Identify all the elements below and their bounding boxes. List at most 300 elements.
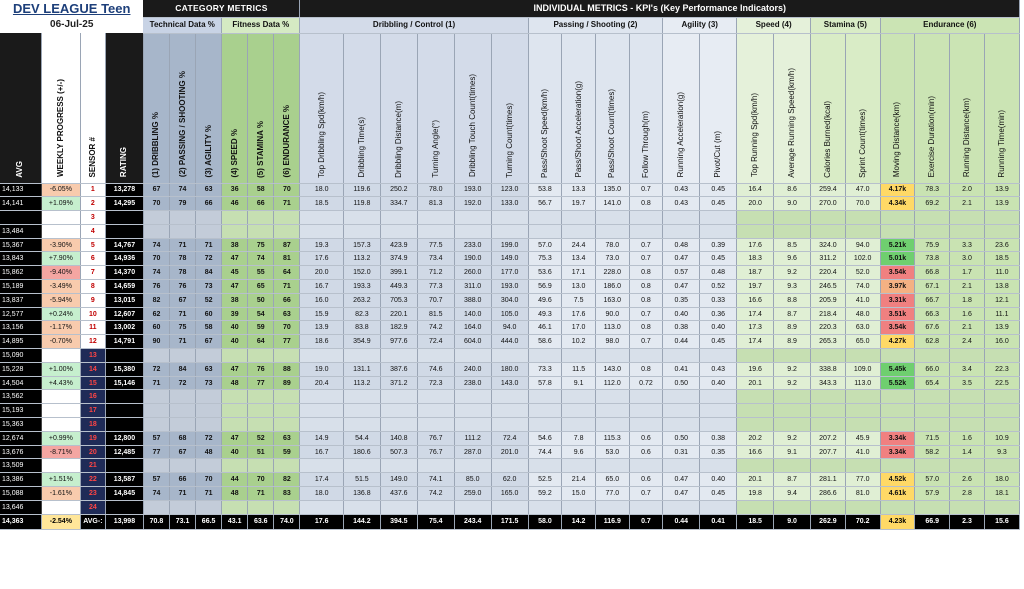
kpi-cell: 17.3 [737,321,774,335]
kpi-cell [880,211,915,225]
kpi-cell [528,404,562,418]
category-cell [196,404,222,418]
table-row [0,335,1020,349]
kpi-cell [811,404,846,418]
footer-weekly-progress: -2.54% [41,514,80,529]
kpi-cell: 75.9 [915,238,950,252]
kpi-cell [880,390,915,404]
kpi-cell: 9.2 [774,362,811,376]
category-cell: 84 [196,266,222,280]
table-row [0,183,1020,197]
kpi-cell: 0.48 [663,238,700,252]
kpi-cell: 69.2 [915,197,950,211]
kpi-cell: 0.45 [700,197,737,211]
kpi-cell [915,211,950,225]
kpi-cell [562,404,596,418]
table-row [0,252,1020,266]
category-cell [248,211,274,225]
category-cell: 71 [170,307,196,321]
kpi-cell: 65.0 [595,473,629,487]
kpi-cell: 15.9 [300,307,343,321]
kpi-cell: 3.0 [950,252,985,266]
category-cell: 47 [222,362,248,376]
kpi-cell: 52.0 [845,266,880,280]
footer-kpi-cell: 18.5 [737,514,774,529]
kpi-cell: 141.0 [595,197,629,211]
kpi-cell: 180.0 [491,362,528,376]
kpi-cell [737,418,774,432]
weekly-progress-cell [41,418,80,432]
footer-kpi-cell: 0.41 [700,514,737,529]
kpi-cell [663,349,700,363]
sensor-cell: 4 [80,224,105,238]
moving-distance-cell: 3.51k [880,307,915,321]
kpi-cell: 11.0 [984,266,1019,280]
category-cell: 77 [143,445,169,459]
kpi-cell: 9.1 [774,445,811,459]
kpi-cell [629,418,663,432]
category-cell: 68 [170,431,196,445]
weekly-progress-cell: +0.24% [41,307,80,321]
kpi-cell: 78.3 [915,183,950,197]
category-cell [196,459,222,473]
category-cell [274,459,300,473]
kpi-cell [811,349,846,363]
footer-kpi-cell: 262.9 [811,514,846,529]
kpi-cell: 70.7 [417,293,454,307]
avg-cell: 13,843 [0,252,41,266]
kpi-cell: 0.45 [700,252,737,266]
rating-cell: 12,607 [105,307,143,321]
kpi-cell: 51.5 [343,473,380,487]
category-cell [222,459,248,473]
kpi-cell [984,418,1019,432]
kpi-cell: 17.6 [300,252,343,266]
kpi-cell: 16.4 [737,183,774,197]
sensor-cell: 12 [80,335,105,349]
table-row [0,362,1020,376]
kpi-cell: 193.0 [491,280,528,294]
category-cell [222,349,248,363]
kpi-cell: 46.1 [528,321,562,335]
sensor-cell: 10 [80,307,105,321]
footer-kpi-cell: 70.2 [845,514,880,529]
rating-cell: 14,936 [105,252,143,266]
kpi-cell: 94.0 [491,321,528,335]
kpi-cell: 74.4 [528,445,562,459]
sensor-cell: 7 [80,266,105,280]
kpi-cell [380,390,417,404]
kpi-cell [915,349,950,363]
kpi-cell: 18.6 [300,335,343,349]
kpi-cell: 135.0 [595,183,629,197]
footer-kpi-cell: 116.9 [595,514,629,529]
kpi-cell: 281.1 [811,473,846,487]
kpi-cell: 240.0 [454,362,491,376]
kpi-cell: 0.40 [700,473,737,487]
weekly-progress-cell [41,211,80,225]
kpi-cell [845,211,880,225]
kpi-cell: 102.0 [845,252,880,266]
kpi-cell: 1.6 [950,431,985,445]
category-cell [196,500,222,514]
avg-cell: 15,862 [0,266,41,280]
kpi-cell: 56.7 [528,197,562,211]
kpi-cell: 207.7 [811,445,846,459]
col-header-kpi-20 [984,33,1019,183]
kpi-cell: 0.7 [629,183,663,197]
weekly-progress-cell: +4.43% [41,376,80,390]
category-cell: 67 [143,183,169,197]
kpi-cell: 8.6 [774,183,811,197]
kpi-cell: 41.0 [845,293,880,307]
category-cell [143,418,169,432]
rating-cell: 14,659 [105,280,143,294]
kpi-cell: 9.2 [774,431,811,445]
footer-kpi-cell: 0.7 [629,514,663,529]
footer-kpi-cell: 144.2 [343,514,380,529]
kpi-cell: 22.5 [984,376,1019,390]
sensor-cell: 8 [80,280,105,294]
kpi-cell [343,211,380,225]
kpi-cell: 57.9 [915,487,950,501]
col-header-kpi-5-label: Dribbling Touch Count(times) [467,74,477,178]
kpi-cell: 1.7 [950,266,985,280]
category-cell: 51 [248,445,274,459]
footer-kpi-cell: 243.4 [454,514,491,529]
avg-cell: 15,367 [0,238,41,252]
kpi-cell: 388.0 [454,293,491,307]
kpi-cell: 220.1 [380,307,417,321]
moving-distance-cell: 3.97k [880,280,915,294]
kpi-cell [950,224,985,238]
table-row [0,349,1020,363]
kpi-cell [845,500,880,514]
col-header-category-2-label: (2) PASSING / SHOOTING % [177,71,187,178]
category-cell: 75 [170,321,196,335]
kpi-cell: 13.9 [984,197,1019,211]
col-header-kpi-15 [811,33,846,183]
kpi-cell: 9.1 [562,376,596,390]
kpi-cell [300,349,343,363]
kpi-cell: 111.2 [454,431,491,445]
kpi-cell: 0.8 [629,266,663,280]
kpi-cell: 73.4 [417,252,454,266]
weekly-progress-cell [41,459,80,473]
category-cell [143,349,169,363]
kpi-cell [454,390,491,404]
kpi-cell [343,418,380,432]
kpi-cell [562,224,596,238]
kpi-cell: 0.35 [663,293,700,307]
rating-cell [105,500,143,514]
kpi-cell [845,224,880,238]
report-date: 06-Jul-25 [0,17,143,33]
kpi-cell: 0.8 [629,197,663,211]
kpi-cell [811,224,846,238]
kpi-cell: 113.2 [343,376,380,390]
kpi-cell [380,500,417,514]
kpi-cell [380,224,417,238]
kpi-cell: 0.45 [700,183,737,197]
kpi-cell: 304.0 [491,293,528,307]
kpi-cell: 0.47 [663,473,700,487]
kpi-cell [700,500,737,514]
col-header-kpi-11 [663,33,700,183]
kpi-cell: 75.3 [528,252,562,266]
kpi-cell [562,459,596,473]
category-cell: 81 [274,252,300,266]
col-header-kpi-4-label: Turning Angle(°) [430,119,440,178]
table-row [0,211,1020,225]
sensor-cell: 13 [80,349,105,363]
kpi-cell: 0.47 [663,280,700,294]
avg-cell: 15,228 [0,362,41,376]
col-header-kpi-14 [774,33,811,183]
avg-cell: 13,676 [0,445,41,459]
col-header-kpi-19-label: Running Distance(km) [961,98,971,178]
kpi-cell: 58.6 [528,335,562,349]
sensor-cell: 15 [80,376,105,390]
kpi-cell: 9.3 [774,280,811,294]
kpi-cell [343,224,380,238]
kpi-group-3: Agility (3) [663,17,737,33]
kpi-cell: 65.4 [915,376,950,390]
category-cell [196,390,222,404]
col-header-kpi-10 [629,33,663,183]
weekly-progress-cell [41,404,80,418]
col-header-kpi-1-label: Top Dribbling Spd(km/h) [316,91,326,178]
moving-distance-cell: 4.61k [880,487,915,501]
kpi-cell: 8.7 [774,473,811,487]
category-cell [274,211,300,225]
kpi-cell: 17.4 [737,335,774,349]
category-cell [248,404,274,418]
kpi-cell: 17.4 [737,307,774,321]
kpi-cell [950,211,985,225]
category-cell [143,500,169,514]
kpi-cell: 140.0 [454,307,491,321]
kpi-cell [454,404,491,418]
kpi-cell: 85.0 [454,473,491,487]
kpi-cell: 20.0 [737,197,774,211]
kpi-cell: 287.0 [454,445,491,459]
kpi-cell: 9.2 [774,266,811,280]
kpi-cell: 193.0 [454,183,491,197]
kpi-cell: 2.0 [950,183,985,197]
kpi-cell: 119.8 [343,197,380,211]
kpi-cell [528,418,562,432]
footer-sensor: AVG-: [80,514,105,529]
col-header-category-3-label: (3) AGILITY % [203,125,213,178]
kpi-cell: 238.0 [454,376,491,390]
kpi-cell: 1.6 [950,307,985,321]
avg-cell: 13,484 [0,224,41,238]
kpi-cell: 977.6 [380,335,417,349]
kpi-cell [343,349,380,363]
col-header-avg-label: AVG [15,160,25,178]
category-cell: 52 [196,293,222,307]
table-row [0,266,1020,280]
category-cell [170,404,196,418]
kpi-cell [811,211,846,225]
col-header-kpi-8-label: Pass/Shoot Acceleration(g) [573,81,583,178]
kpi-cell [845,349,880,363]
kpi-cell [663,390,700,404]
category-cell: 82 [274,473,300,487]
kpi-cell [300,500,343,514]
kpi-cell [417,211,454,225]
kpi-cell: 228.0 [595,266,629,280]
category-cell: 73 [196,280,222,294]
kpi-cell: 56.9 [528,280,562,294]
avg-cell: 13,837 [0,293,41,307]
category-cell: 70 [143,197,169,211]
kpi-cell [950,459,985,473]
kpi-cell: 7.8 [562,431,596,445]
kpi-cell: 9.4 [774,487,811,501]
kpi-cell: 3.5 [950,376,985,390]
category-cell [274,349,300,363]
kpi-cell: 140.8 [380,431,417,445]
kpi-cell [915,459,950,473]
kpi-cell [774,390,811,404]
weekly-progress-cell [41,349,80,363]
kpi-cell [491,224,528,238]
category-cell [248,500,274,514]
weekly-progress-cell: +1.51% [41,473,80,487]
kpi-cell: 18.5 [300,197,343,211]
kpi-cell: 163.0 [595,293,629,307]
footer-kpi-cell: 0.44 [663,514,700,529]
category-cell: 38 [222,293,248,307]
category-cell [248,390,274,404]
kpi-cell [491,418,528,432]
rating-cell [105,211,143,225]
kpi-cell: 0.33 [700,293,737,307]
category-cell: 38 [222,238,248,252]
moving-distance-cell: 4.27k [880,335,915,349]
col-header-kpi-8 [562,33,596,183]
kpi-cell: 57.8 [528,376,562,390]
kpi-cell: 76.7 [417,445,454,459]
category-cell: 44 [222,473,248,487]
kpi-cell [300,459,343,473]
kpi-cell: 0.47 [663,487,700,501]
kpi-cell [774,224,811,238]
weekly-progress-cell: -3.49% [41,280,80,294]
category-cell [274,390,300,404]
category-cell: 71 [143,376,169,390]
kpi-cell: 149.0 [380,473,417,487]
col-header-kpi-9 [595,33,629,183]
kpi-cell: 71.2 [417,266,454,280]
kpi-cell [880,349,915,363]
kpi-cell [700,459,737,473]
category-cell: 45 [222,266,248,280]
category-cell: 40 [222,321,248,335]
kpi-cell [663,211,700,225]
col-header-kpi-15-label: Calories Burned(kcal) [822,100,832,178]
kpi-cell: 16.7 [300,445,343,459]
kpi-cell: 0.6 [629,431,663,445]
rating-cell: 14,295 [105,197,143,211]
kpi-cell: 81.0 [845,487,880,501]
kpi-cell: 67.1 [915,280,950,294]
kpi-cell: 2.6 [950,473,985,487]
col-header-kpi-16 [845,33,880,183]
kpi-cell: 199.0 [491,238,528,252]
category-cell: 88 [274,362,300,376]
kpi-cell [737,404,774,418]
col-header-kpi-20-label: Running Time(min) [996,109,1006,178]
category-cell [170,224,196,238]
kpi-cell: 334.7 [380,197,417,211]
kpi-cell [595,390,629,404]
kpi-cell: 67.6 [915,321,950,335]
footer-moving-distance: 4.23k [880,514,915,529]
avg-cell: 15,088 [0,487,41,501]
kpi-cell: 74.6 [417,362,454,376]
kpi-cell: 17.6 [737,238,774,252]
col-header-kpi-7-label: Pass/Shoot Speed(km/h) [539,88,549,178]
footer-kpi-cell: 15.6 [984,514,1019,529]
category-cell: 65 [248,280,274,294]
kpi-cell: 66.0 [915,362,950,376]
kpi-cell: 265.3 [811,335,846,349]
kpi-cell [950,418,985,432]
kpi-cell: 0.38 [700,431,737,445]
kpi-cell: 507.3 [380,445,417,459]
kpi-cell [845,459,880,473]
kpi-cell [380,404,417,418]
kpi-cell: 53.8 [528,183,562,197]
league-title: DEV LEAGUE Teen [0,0,143,17]
table-row [0,307,1020,321]
col-header-category-4 [222,33,248,183]
col-header-kpi-12 [700,33,737,183]
kpi-cell [300,390,343,404]
sensor-cell: 23 [80,487,105,501]
kpi-cell [845,404,880,418]
kpi-cell [984,211,1019,225]
kpi-cell: 17.0 [562,321,596,335]
kpi-cell: 354.9 [343,335,380,349]
kpi-cell: 77.0 [595,487,629,501]
col-header-kpi-2-label: Dribbling Time(s) [356,117,366,178]
kpi-cell [454,211,491,225]
kpi-cell: 0.8 [629,293,663,307]
kpi-cell [700,418,737,432]
kpi-cell [737,349,774,363]
avg-cell: 12,674 [0,431,41,445]
sensor-cell: 14 [80,362,105,376]
kpi-cell: 105.0 [491,307,528,321]
rating-cell: 14,845 [105,487,143,501]
category-metrics-header: CATEGORY METRICS [143,0,300,17]
col-header-category-2 [170,33,196,183]
category-cell: 70 [196,473,222,487]
category-cell [143,390,169,404]
moving-distance-cell: 4.52k [880,473,915,487]
category-cell [143,459,169,473]
average-row [0,514,1020,529]
kpi-cell: 192.0 [454,197,491,211]
kpi-cell [811,390,846,404]
kpi-cell [663,224,700,238]
category-cell: 71 [170,238,196,252]
kpi-cell: 59.2 [528,487,562,501]
